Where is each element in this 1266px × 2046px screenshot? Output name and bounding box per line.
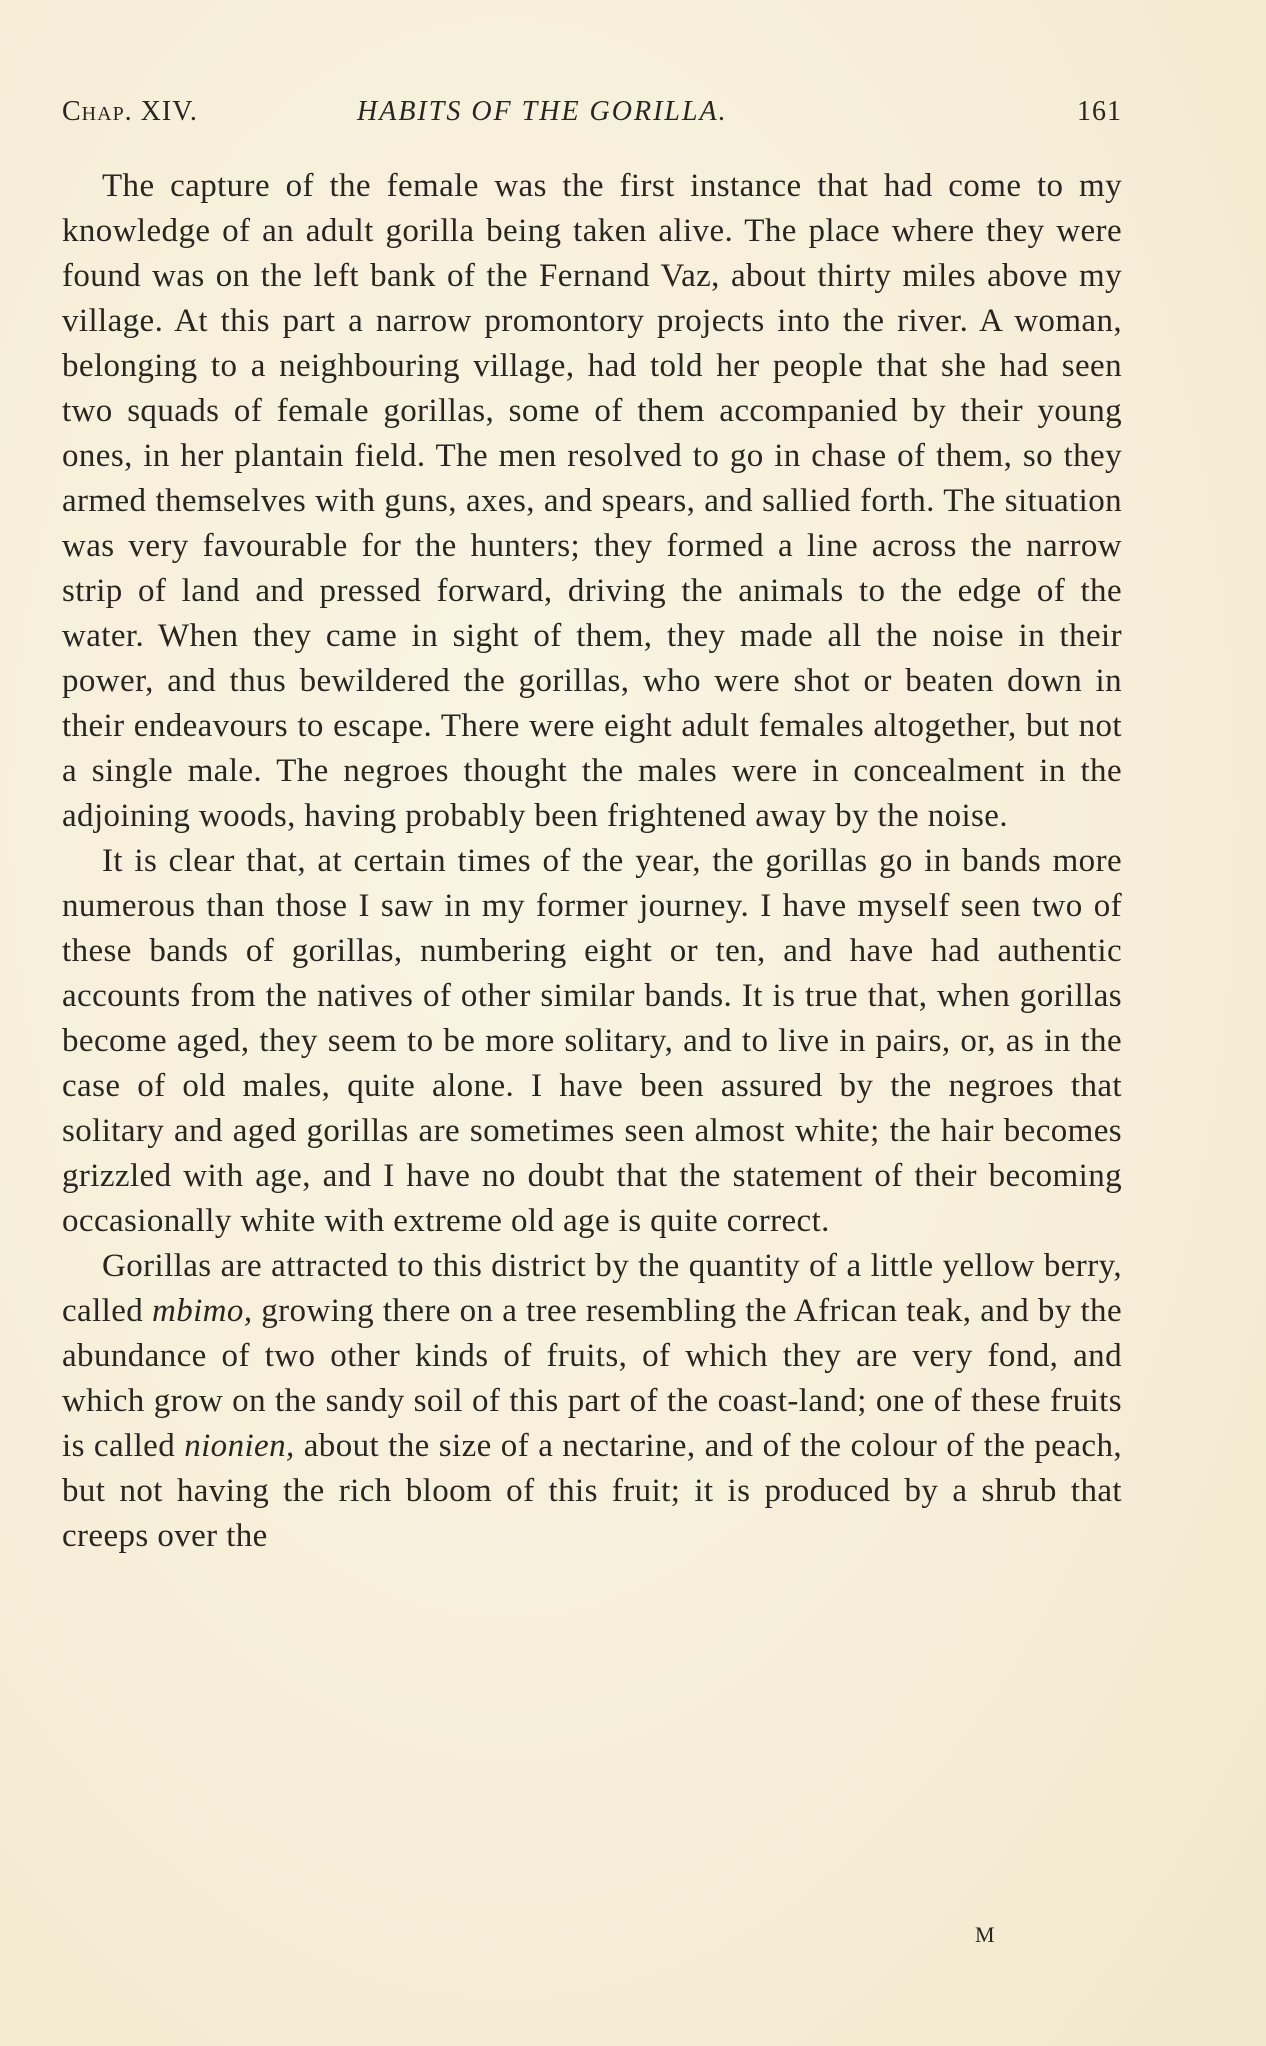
italic-term: nionien,	[184, 1428, 295, 1464]
paragraph	[62, 839, 1122, 1244]
paragraph	[62, 164, 1122, 839]
body-text	[62, 164, 1122, 1559]
paragraph	[62, 1244, 1122, 1559]
italic-term: mbimo,	[151, 1293, 253, 1329]
text-run: growing there on a tree resembling the African teak, and by the abundance of two other kinds of fruits, of which they are very fond, and which grow on the sandy soil of this part of the coast-land; one of these fruits is called	[62, 1293, 1122, 1464]
running-header	[62, 96, 1122, 136]
text-run: The capture of the female was the first instance that had come to my knowledge of an adult gorilla being taken alive. The place where they were found was on the left bank of the Fernand Vaz, about thirty miles above my village. At this part a narrow promontory projects into the river. A woman, belonging to a neighbouring village, had told her people that she had seen two squads of female gorillas, some of them accompanied by their young ones, in her plantain field. The men resolved to go in chase of them, so they armed themselves with guns, axes, and spears, and sallied forth. The situation was very favourable for the hunters; they formed a line across the narrow strip of land and pressed forward, driving the animals to the edge of the water. When they came in sight of them, they made all the noise in their power, and thus bewildered the gorillas, who were shot or beaten down in their endeavours to escape. There were eight adult females altogether, but not a single male. The negroes thought the males were in concealment in the adjoining woods, having probably been frightened away by the noise.	[62, 168, 1122, 834]
page-number: 161	[1077, 96, 1122, 127]
running-title: HABITS OF THE GORILLA.	[357, 96, 728, 127]
chapter-label: Chap. XIV.	[62, 96, 198, 127]
text-run: about the size of a nectarine, and of the colour of the peach, but not having the rich bloom of this fruit; it is produced by a shrub that creeps over the	[62, 1428, 1122, 1554]
text-run: Gorillas are attracted to this district by the quantity of a little yellow berry, called	[62, 1248, 1122, 1329]
text-run: It is clear that, at certain times of the year, the gorillas go in bands more numerous than those I saw in my former journey. I have myself seen two of these bands of gorillas, numbering eight or ten, and have had authentic accounts from the natives of other similar bands. It is true that, when gorillas become aged, they seem to be more solitary, and to live in pairs, or, as in the case of old males, quite alone. I have been assured by the negroes that solitary and aged gorillas are sometimes seen almost white; the hair becomes grizzled with age, and I have no doubt that the statement of their becoming occasionally white with extreme old age is quite correct.	[62, 843, 1122, 1239]
signature-mark: M	[975, 1922, 996, 1947]
